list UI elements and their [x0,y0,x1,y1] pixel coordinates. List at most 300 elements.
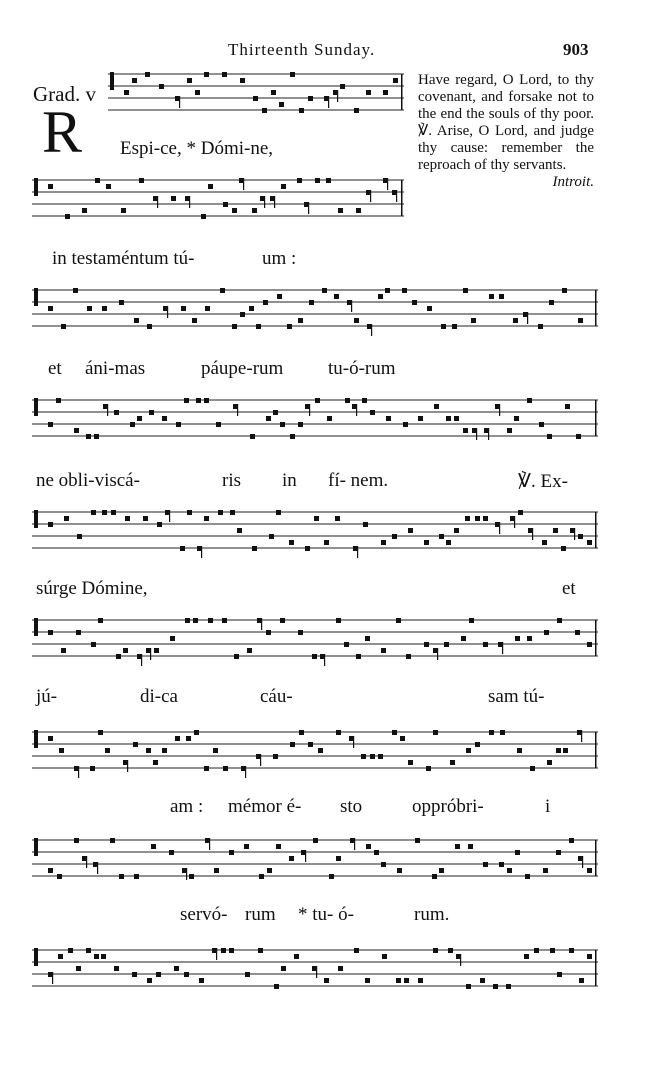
staff [32,178,404,219]
neume [147,978,152,983]
neume [94,954,99,959]
neume [354,318,359,323]
neume [98,730,103,735]
clef-icon [34,730,38,748]
staff [32,948,598,989]
neume [279,102,284,107]
neume [199,978,204,983]
neume [374,850,379,855]
neume [134,874,139,879]
lyric-syllable: ne obli-viscá- [36,470,140,491]
neume [280,618,285,623]
neume [259,874,264,879]
clef-icon [34,838,38,856]
neume [392,534,397,539]
neume [452,324,457,329]
lyric-syllable: ris [222,470,241,491]
neume [446,540,451,545]
neume [361,754,366,759]
neume [48,522,53,527]
neume [76,630,81,635]
neume [318,748,323,753]
neume [266,416,271,421]
neume [290,72,295,77]
neume [74,838,79,843]
neume [73,288,78,293]
neume [124,90,129,95]
neume [106,184,111,189]
neume [466,984,471,989]
neume [256,324,261,329]
neume [400,736,405,741]
neume [427,306,432,311]
neume [294,954,299,959]
neume [298,422,303,427]
neume [232,324,237,329]
neume [252,208,257,213]
neume [87,306,92,311]
neume [378,294,383,299]
neume [455,844,460,849]
neume [569,948,574,953]
lyric-syllable: jú- [36,686,58,707]
neume [565,404,570,409]
neume [253,96,258,101]
neume [90,766,95,771]
neume [234,654,239,659]
neume [213,748,218,753]
neume [187,510,192,515]
neume [147,324,152,329]
neume [418,416,423,421]
staff [32,838,598,880]
lyric-syllable: fí- nem. [328,470,389,491]
neume [324,978,329,983]
neume [471,318,476,323]
neume [162,748,167,753]
neume [208,618,213,623]
neume [273,410,278,415]
clef-icon [34,288,38,306]
neume [345,398,350,403]
lyric-syllable: in [282,470,297,491]
bar-line [595,512,597,548]
lyric-syllable: di-ca [140,686,178,707]
staff [32,510,598,558]
neume [547,760,552,765]
neume [299,108,304,113]
initial-letter: R [42,99,83,165]
clef-icon [34,510,38,528]
neume [514,416,519,421]
neume [506,984,511,989]
neume [556,850,561,855]
lyric-syllable: páupe-rum [201,358,284,379]
staff [32,398,598,440]
lyric-syllable: sam tú- [488,686,545,707]
neume [469,618,474,623]
neume [157,522,162,527]
neume [57,874,62,879]
neume [412,300,417,305]
neume [220,288,225,293]
neume [153,760,158,765]
neume [327,416,332,421]
neume [149,410,154,415]
neume [483,862,488,867]
neume [362,398,367,403]
neume [418,978,423,983]
neume [365,978,370,983]
neume [561,546,566,551]
neume [299,730,304,735]
neume [518,510,523,515]
neume [201,214,206,219]
neume [315,398,320,403]
neume [171,196,176,201]
neume [313,838,318,843]
neume [121,208,126,213]
neume [424,540,429,545]
chant-label: Grad. v [33,82,96,106]
neume [223,766,228,771]
neume [297,178,302,183]
neume [245,972,250,977]
neume [159,84,164,89]
neume [230,510,235,515]
neume [402,288,407,293]
neume [77,534,82,539]
neume [145,72,150,77]
neume [381,540,386,545]
lyric-syllable: rum [245,904,276,925]
neume [550,948,555,953]
neume [119,874,124,879]
page-number: 903 [563,40,589,59]
neume [392,730,397,735]
clef-icon [34,398,38,416]
neume [61,648,66,653]
neume [185,618,190,623]
neume [499,294,504,299]
neume [465,516,470,521]
neume [544,630,549,635]
neume [289,856,294,861]
neume [366,90,371,95]
neume [386,416,391,421]
neume [587,540,592,545]
neume [397,868,402,873]
lyric-syllable: * tu- ó- [298,904,354,925]
lyric-syllable: in testaméntum tú- [52,248,195,269]
neume [433,948,438,953]
neume [499,862,504,867]
lyric-syllable: rum. [414,904,450,925]
neume [493,984,498,989]
neume [102,510,107,515]
neume [396,978,401,983]
neume [515,636,520,641]
bar-line [595,732,597,768]
neume [192,318,197,323]
neume [76,966,81,971]
neume [110,838,115,843]
neume [515,850,520,855]
bar-line [401,74,403,110]
neume [312,654,317,659]
neume [338,966,343,971]
neume [232,208,237,213]
neume [193,618,198,623]
neume [336,856,341,861]
neume [216,422,221,427]
neume [433,730,438,735]
neume [290,742,295,747]
bar-line [595,950,597,986]
neume [344,642,349,647]
neume [116,654,121,659]
neume [406,654,411,659]
neume [569,838,574,843]
neume [277,294,282,299]
neume [382,954,387,959]
lyric-syllable: súrge Dómine, [36,578,148,599]
neume [269,534,274,539]
neume [335,516,340,521]
lyric-syllable: oppróbri- [412,796,484,817]
neume [450,760,455,765]
neume [309,300,314,305]
neume [298,318,303,323]
neume [576,434,581,439]
neume [48,630,53,635]
neume [162,416,167,421]
neume [194,730,199,735]
neume [176,422,181,427]
neume [587,642,592,647]
neume [336,730,341,735]
neume [240,312,245,317]
neume [507,428,512,433]
neume [134,318,139,323]
neume [527,636,532,641]
neume [383,90,388,95]
neume [94,434,99,439]
neume [229,850,234,855]
neume [363,522,368,527]
neume [463,428,468,433]
neume [538,324,543,329]
neume [324,540,329,545]
bar-line [595,290,597,326]
bar-line [595,400,597,436]
neume [354,108,359,113]
neume [247,648,252,653]
neume [308,742,313,747]
lyric-syllable: ℣. Ex- [518,471,568,492]
lyric-syllable: am : [170,796,204,817]
neume [480,978,485,983]
lyric-syllable: cáu- [260,686,293,707]
neume [543,868,548,873]
neume [424,642,429,647]
first-lyric-line: Espi-ce, * Dómi-ne, [120,138,274,159]
neume [222,72,227,77]
neume [276,844,281,849]
neume [587,868,592,873]
lyric-syllable: et [48,358,62,379]
lyric-syllable: i [545,796,551,817]
staff [32,618,598,666]
neume [439,534,444,539]
neume [287,324,292,329]
neume [123,648,128,653]
neume [557,972,562,977]
neume [204,72,209,77]
neume [542,540,547,545]
neume [105,748,110,753]
neume [74,428,79,433]
lyric-syllable: áni-mas [85,358,146,379]
neume [539,422,544,427]
neume [326,178,331,183]
neume [336,618,341,623]
neume [146,748,151,753]
lyric-syllable: sto [340,796,363,817]
neume [408,760,413,765]
neume [143,516,148,521]
neume [507,868,512,873]
neume [308,96,313,101]
neume [240,78,245,83]
neume [249,306,254,311]
neume [525,874,530,879]
staff [32,288,598,336]
neume [229,948,234,953]
neume [530,766,535,771]
neume [119,300,124,305]
staff [32,730,598,778]
lyric-syllable: mémor é- [228,796,302,817]
neume [222,618,227,623]
neume [483,516,488,521]
neume [439,868,444,873]
neume [378,754,383,759]
neume [281,966,286,971]
neume [575,630,580,635]
page-header-title: Thirteenth Sunday. [228,40,376,59]
neume [101,954,106,959]
neume [534,948,539,953]
neume [56,398,61,403]
neume [58,954,63,959]
neume [385,288,390,293]
neume [553,528,558,533]
neume [356,654,361,659]
neume [95,178,100,183]
bar-line [595,620,597,656]
neume [579,978,584,983]
neume [356,208,361,213]
neume [271,90,276,95]
neume [61,324,66,329]
neume [396,618,401,623]
neume [276,510,281,515]
neume [587,954,592,959]
clef-icon [110,72,114,90]
neume [441,324,446,329]
neume [204,398,209,403]
neume [266,630,271,635]
neume [466,748,471,753]
neume [475,516,480,521]
neume [381,862,386,867]
bar-line [595,840,597,876]
neume [338,208,343,213]
neume [48,422,53,427]
neume [365,636,370,641]
lyric-syllable: tu-ó-rum [328,358,396,379]
translation-text: Have regard, O Lord, to thy covenant, and forsake not to the end the souls of thy poor. ℣. Arise, O Lord, and judge thy cause: remember the reproach of thy servants. [418,72,594,173]
neume [489,730,494,735]
neume [426,766,431,771]
neume [252,546,257,551]
neume [334,294,339,299]
neume [86,948,91,953]
neume [513,318,518,323]
neume [184,972,189,977]
neume [68,948,73,953]
neume [483,642,488,647]
neume [366,844,371,849]
neume [218,510,223,515]
neume [223,202,228,207]
neume [48,306,53,311]
neume [98,618,103,623]
neume [195,90,200,95]
neume [578,534,583,539]
neume [156,972,161,977]
neume [125,516,130,521]
neume [132,78,137,83]
neume [139,178,144,183]
neume [258,948,263,953]
neume [169,850,174,855]
neume [205,306,210,311]
neume [64,516,69,521]
neume [281,184,286,189]
neume [114,966,119,971]
neume [184,398,189,403]
neume [289,540,294,545]
neume [91,510,96,515]
neume [463,288,468,293]
neume [517,748,522,753]
neume [48,736,53,741]
neume [314,516,319,521]
neume [454,416,459,421]
neume [415,838,420,843]
neume [267,868,272,873]
neume [305,546,310,551]
neume [475,742,480,747]
neume [290,434,295,439]
staff [108,72,404,113]
neume [322,288,327,293]
neume [237,528,242,533]
neume [86,434,91,439]
neume [154,648,159,653]
